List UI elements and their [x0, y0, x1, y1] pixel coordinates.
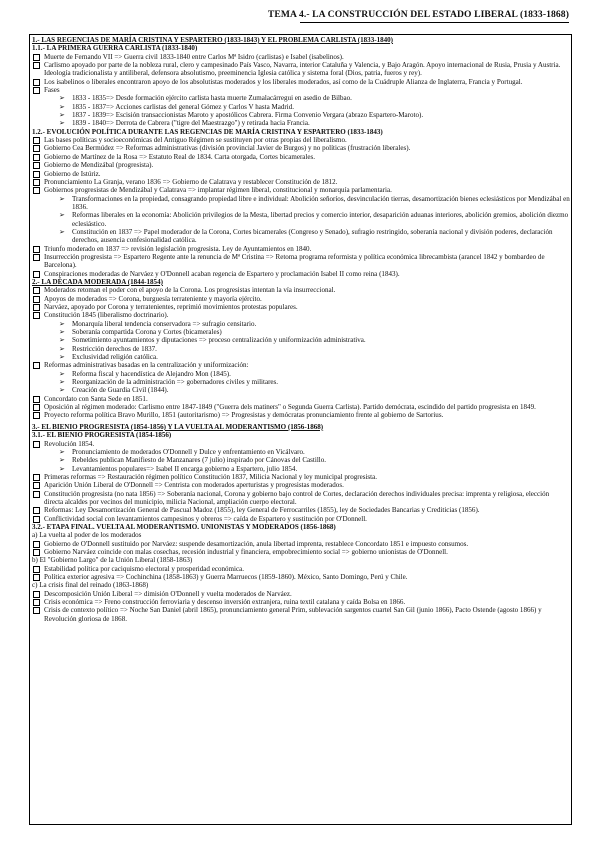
subsection-heading: 3.1.- EL BIENIO PROGRESISTA (1854-1856)	[32, 431, 172, 440]
checkbox-item: Descomposición Unión Liberal => dimisión O'Donnell y vuelta moderados de Narváez.	[32, 590, 570, 598]
arrow-bullet-item: ➢ Reformas liberales en la economía: Abolición privilegios de la Mesta, libertad precios y comercio interior, desaparición aduanas interiores, abolición gremios, abolición diezmo eclesiástico.	[32, 211, 570, 228]
checkbox-item: Estabilidad política por caciquismo electoral y prosperidad económica.	[32, 565, 570, 573]
document-title: TEMA 4.- LA CONSTRUCCIÓN DEL ESTADO LIBERAL (1833-1868)	[267, 9, 569, 20]
page-header	[0, 0, 599, 24]
section-heading: 2.- LA DÉCADA MODERADA (1844-1854)	[32, 277, 163, 286]
checkbox-item: Gobierno de Martínez de la Rosa => Estatuto Real de 1834. Carta otorgada, Cortes bicamerales.	[32, 153, 570, 161]
checkbox-item: Gobierno Cea Bermúdez => Reformas administrativas (división provincial Javier de Burgos) y no políticas (frustración liberales).	[32, 144, 570, 152]
arrow-bullet-item: ➢ 1833 - 1835=> Desde formación ejército carlista hasta muerte Zumalacárregui en asedio de Bilbao.	[32, 94, 570, 102]
checkbox-item: Crisis de contexto político => Noche San Daniel (abril 1865), pronunciamiento general Prim, sublevación sargentos cuartel San Gil (junio 1866), Pacto Ostende (agosto 1866) y Revolución gloriosa de 1868.	[32, 606, 570, 623]
arrow-bullet-item: ➢ Sometimiento ayuntamientos y diputaciones => proceso centralización y uniformización administrativa.	[32, 336, 570, 344]
checkbox-item: Crisis económica => Freno construcción ferroviaria y descenso inversión extranjera, ruina textil catalana y caída Bolsa en 1866.	[32, 598, 570, 606]
checkbox-item: Moderados retoman el poder con el apoyo de la Corona. Los progresistas intentan la vía insurreccional.	[32, 286, 570, 294]
checkbox-item: Reformas: Ley Desamortización General de Pascual Madoz (1855), ley General de Ferrocarriles (1855), ley de Sociedades Bancarias y Crediticias (1856).	[32, 506, 570, 514]
checkbox-item: Los isabelinos o liberales encontraron apoyo de los absolutistas moderados y los liberales moderados, así como de la Cuádruple Alianza de Inglaterra, Francia y Portugal.	[32, 78, 570, 86]
checkbox-item: Proyecto reforma política Bravo Murillo, 1851 (autoritarismo) => Progresistas y demócratas pronunciamiento frente al gobierno de Sartorius.	[32, 411, 570, 419]
arrow-bullet-item: ➢ Pronunciamiento de moderados O'Donnell y Dulce y enfrentamiento en Vicálvaro.	[32, 448, 570, 456]
checkbox-item: Triunfo moderado en 1837 => revisión legislación progresista. Ley de Ayuntamientos en 1840.	[32, 245, 570, 253]
checkbox-item: Constitución 1845 (liberalismo doctrinario).	[32, 311, 570, 319]
checkbox-item: Aparición Unión Liberal de O'Donnell => Centrista con moderados aperturistas y progresistas moderados.	[32, 481, 570, 489]
document-body	[32, 36, 570, 623]
checkbox-item: Política exterior agresiva => Cochinchina (1858-1863) y Guerra Marruecos (1859-1860). México, Santo Domingo, Perú y Chile.	[32, 573, 570, 581]
checkbox-item: Gobierno de Mendizábal (progresista).	[32, 161, 570, 169]
checkbox-item: Narváez, apoyado por Corona y terratenientes, reprimió movimientos protestas populares.	[32, 303, 570, 311]
checkbox-item: Gobierno de O'Donnell sustituido por Narváez: suspende desamortización, anula libertad imprenta, restablece Concordato 1851 e impuesto consumos.	[32, 540, 570, 548]
arrow-bullet-item: ➢ Levantamientos populares=> Isabel II encarga gobierno a Espartero, julio 1854.	[32, 465, 570, 473]
checkbox-item: Insurrección progresista => Espartero Regente ante la renuncia de Mª Cristina => Retoma programa reformista y política económica librecambista (arancel 1842 y bombardeo de Barcelona).	[32, 253, 570, 270]
checkbox-item: Muerte de Fernando VII => Guerra civil 1833-1840 entre Carlos Mª Isidro (carlistas) e Isabel (isabelinos).	[32, 53, 570, 61]
checkbox-item: Fases	[32, 86, 570, 94]
checkbox-item: Reformas administrativas basadas en la centralización y uniformización:	[32, 361, 570, 369]
arrow-bullet-item: ➢ Restricción derechos de 1837.	[32, 345, 570, 353]
arrow-bullet-item: ➢ Constitución en 1837 => Papel moderador de la Corona, Cortes bicamerales (Congreso y Senado), sufragio restringido, soberanía nacional y división poderes, declaración derechos, ausencia confesionalidad católica.	[32, 228, 570, 245]
checkbox-item: Gobierno de Istúriz.	[32, 170, 570, 178]
checkbox-item: Las bases políticas y socioeconómicas del Antiguo Régimen se sustituyen por otras propias del liberalismo.	[32, 136, 570, 144]
arrow-bullet-item: ➢ 1839 - 1840=> Derrota de Cabrera ("tigre del Maestrazgo") y retirada hacia Francia.	[32, 119, 570, 127]
checkbox-item: Apoyos de moderados => Corona, burguesía terrateniente y mayoría ejército.	[32, 295, 570, 303]
checkbox-item: Revolución 1854.	[32, 440, 570, 448]
arrow-bullet-item: ➢ Monarquía liberal tendencia conservadora => sufragio censitario.	[32, 320, 570, 328]
arrow-bullet-item: ➢ Reforma fiscal y hacendística de Alejandro Mon (1845).	[32, 370, 570, 378]
subsection-heading: 3.2.- ETAPA FINAL. VUELTA AL MODERANTISMO. UNIONISTAS Y MODERADOS (1856-1868)	[32, 522, 336, 531]
section-heading: 3.- EL BIENIO PROGRESISTA (1854-1856) Y LA VUELTA AL MODERANTISMO (1856-1868)	[32, 422, 324, 431]
checkbox-item: Concordato con Santa Sede en 1851.	[32, 395, 570, 403]
checkbox-item: Carlismo apoyado por parte de la nobleza rural, clero y campesinado País Vasco, Navarra, interior Cataluña y Valencia, y Bajo Aragón. Apoyo internacional de Rusia, Prusia y Austria. Ideología tradicionalista y antiliberal, defensora absolutismo, preeminencia Iglesia católica y sistema foral (Dios, patria, fueros y rey).	[32, 61, 570, 78]
arrow-bullet-item: ➢ 1835 - 1837=> Acciones carlistas del general Gómez y Carlos V hasta Madrid.	[32, 103, 570, 111]
arrow-bullet-item: ➢ Soberanía compartida Corona y Cortes (bicamerales)	[32, 328, 570, 336]
arrow-bullet-item: ➢ Transformaciones en la propiedad, consagrando propiedad libre e individual: Abolición señoríos, desvinculación tierras, desamortización bienes eclesiásticos por Mendizábal en 1836.	[32, 195, 570, 212]
arrow-bullet-item: ➢ Exclusividad religión católica.	[32, 353, 570, 361]
header-rule	[300, 22, 569, 23]
arrow-bullet-item: ➢ Rebeldes publican Manifiesto de Manzanares (7 julio) inspirado por Cánovas del Castillo.	[32, 456, 570, 464]
checkbox-item: Primeras reformas => Restauración régimen político Constitución 1837, Milicia Nacional y ley municipal progresista.	[32, 473, 570, 481]
subsection-heading: 1.1.- LA PRIMERA GUERRA CARLISTA (1833-1840)	[32, 44, 198, 53]
arrow-bullet-item: ➢ Reorganización de la administración => gobernadores civiles y militares.	[32, 378, 570, 386]
list-label: b) El "Gobierno Largo" de la Unión Liberal (1858-1863)	[32, 556, 193, 565]
arrow-bullet-item: ➢ Creación de Guardia Civil (1844).	[32, 386, 570, 394]
checkbox-item: Oposición al régimen moderado: Carlismo entre 1847-1849 ("Guerra dels matiners" o Segunda Guerra Carlista). Partido demócrata, escindido del partido progresista en 1849.	[32, 403, 570, 411]
checkbox-item: Gobierno Narváez coincide con malas cosechas, recesión industrial y financiera, empobrecimiento social => gobierno unionistas de O'Donnell.	[32, 548, 570, 556]
list-label: c) La crisis final del reinado (1863-1868)	[32, 581, 149, 590]
checkbox-item: Pronunciamiento La Granja, verano 1836 => Gobierno de Calatrava y restablecer Constitución de 1812.	[32, 178, 570, 186]
arrow-bullet-item: ➢ 1837 - 1839=> Escisión transaccionistas Maroto y apostólicos Cabrera. Firma Convenio Vergara (abrazo Espartero-Maroto).	[32, 111, 570, 119]
list-label: a) La vuelta al poder de los moderados	[32, 531, 142, 540]
checkbox-item: Constitución progresista (no nata 1856) => Soberanía nacional, Corona y gobierno bajo control de Cortes, declaración derechos individuales precisa: imprenta y religiosa, elección directa alcaldes por vecinos del municipio, milicia Nacional, ampliación cuerpo electoral.	[32, 490, 570, 507]
checkbox-item: Conflictividad social con levantamientos campesinos y obreros => caída de Espartero y sustitución por O'Donnell.	[32, 515, 570, 523]
subsection-heading: 1.2.- EVOLUCIÓN POLÍTICA DURANTE LAS REGENCIAS DE MARÍA CRISTINA Y ESPARTERO (1833-1843)	[32, 127, 383, 136]
checkbox-item: Conspiraciones moderadas de Narváez y O'Donnell acaban regencia de Espartero y proclamación Isabel II como reina (1843).	[32, 270, 570, 278]
checkbox-item: Gobiernos progresistas de Mendizábal y Calatrava => implantar régimen liberal, constitucional y monarquía parlamentaria.	[32, 186, 570, 194]
section-heading: 1.- LAS REGENCIAS DE MARÍA CRISTINA Y ESPARTERO (1833-1843) Y EL PROBLEMA CARLISTA (1833-1840)	[32, 36, 394, 44]
